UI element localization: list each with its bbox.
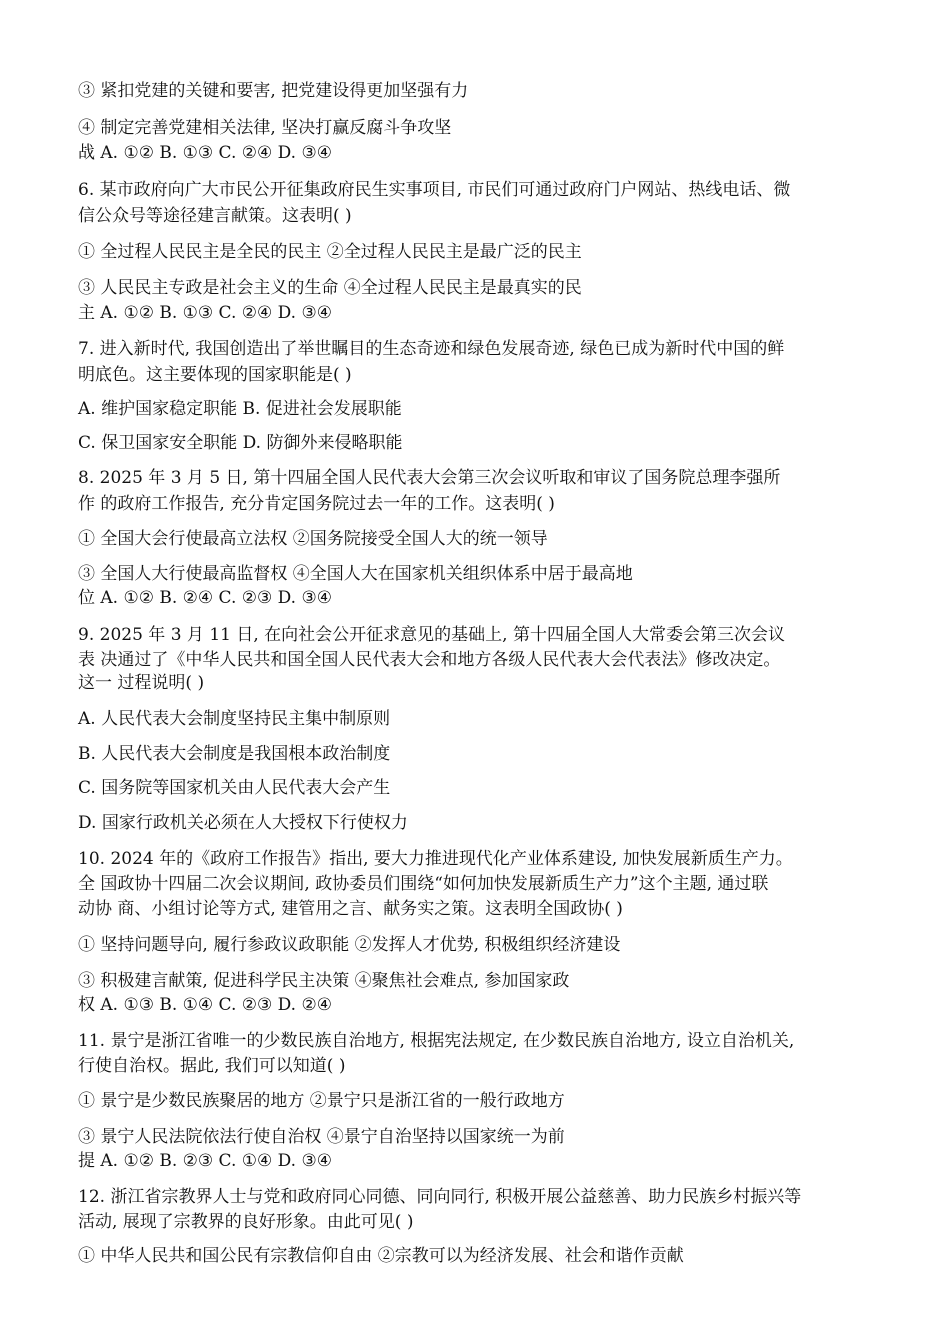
text-line: 10. 2024 年的《政府工作报告》指出, 要大力推进现代化产业体系建设, 加快发展新质生产力。 <box>78 849 793 869</box>
text-line: 全 国政协十四届二次会议期间, 政协委员们围绕“如何加快发展新质生产力”这个主题, 通过联 <box>78 874 769 894</box>
text-line: 信公众号等途径建言献策。这表明( ) <box>78 206 352 226</box>
text-line: ① 坚持问题导向, 履行参政议政职能 ②发挥人才优势, 积极组织经济建设 <box>78 935 621 955</box>
text-line: 主 A. ①② B. ①③ C. ②④ D. ③④ <box>78 303 332 323</box>
text-line: ① 全过程人民民主是全民的民主 ②全过程人民民主是最广泛的民主 <box>78 242 582 262</box>
text-line: ③ 紧扣党建的关键和要害, 把党建设得更加坚强有力 <box>78 81 469 101</box>
text-line: ③ 全国人大行使最高监督权 ④全国人大在国家机关组织体系中居于最高地 <box>78 564 633 584</box>
text-line: ① 全国大会行使最高立法权 ②国务院接受全国人大的统一领导 <box>78 529 548 549</box>
text-line: 12. 浙江省宗教界人士与党和政府同心同德、同向同行, 积极开展公益慈善、助力民族乡村振兴等 <box>78 1187 802 1207</box>
text-line: 位 A. ①② B. ②④ C. ②③ D. ③④ <box>78 588 332 608</box>
text-line: 7. 进入新时代, 我国创造出了举世瞩目的生态奇迹和绿色发展奇迹, 绿色已成为新时代中国的鲜 <box>78 339 785 359</box>
text-line: 权 A. ①③ B. ①④ C. ②③ D. ②④ <box>78 995 332 1015</box>
text-line: B. 人民代表大会制度是我国根本政治制度 <box>78 744 391 764</box>
text-line: 11. 景宁是浙江省唯一的少数民族自治地方, 根据宪法规定, 在少数民族自治地方, 设立自治机关, <box>78 1031 795 1051</box>
text-line: 表 决通过了《中华人民共和国全国人民代表大会和地方各级人民代表大会代表法》修改决定。 <box>78 650 781 670</box>
text-line: C. 国务院等国家机关由人民代表大会产生 <box>78 778 391 798</box>
text-line: ① 景宁是少数民族聚居的地方 ②景宁只是浙江省的一般行政地方 <box>78 1091 565 1111</box>
text-line: ④ 制定完善党建相关法律, 坚决打赢反腐斗争攻坚 <box>78 118 452 138</box>
text-line: D. 国家行政机关必须在人大授权下行使权力 <box>78 813 408 833</box>
text-line: 作 的政府工作报告, 充分肯定国务院过去一年的工作。这表明( ) <box>78 494 555 514</box>
text-line: A. 维护国家稳定职能 B. 促进社会发展职能 <box>78 399 402 419</box>
text-line: ③ 积极建言献策, 促进科学民主决策 ④聚焦社会难点, 参加国家政 <box>78 971 570 991</box>
text-line: 动协 商、小组讨论等方式, 建管用之言、献务实之策。这表明全国政协( ) <box>78 899 623 919</box>
text-line: 这一 过程说明( ) <box>78 673 205 693</box>
text-line: 活动, 展现了宗教界的良好形象。由此可见( ) <box>78 1212 414 1232</box>
text-line: C. 保卫国家安全职能 D. 防御外来侵略职能 <box>78 433 403 453</box>
text-line: 提 A. ①② B. ②③ C. ①④ D. ③④ <box>78 1151 332 1171</box>
text-line: ① 中华人民共和国公民有宗教信仰自由 ②宗教可以为经济发展、社会和谐作贡献 <box>78 1246 684 1266</box>
text-line: 战 A. ①② B. ①③ C. ②④ D. ③④ <box>78 143 332 163</box>
text-line: 行使自治权。据此, 我们可以知道( ) <box>78 1056 346 1076</box>
text-line: 9. 2025 年 3 月 11 日, 在向社会公开征求意见的基础上, 第十四届全国人大常委会第三次会议 <box>78 625 785 645</box>
text-line: A. 人民代表大会制度坚持民主集中制原则 <box>78 709 391 729</box>
text-line: ③ 景宁人民法院依法行使自治权 ④景宁自治坚持以国家统一为前 <box>78 1127 565 1147</box>
text-line: 6. 某市政府向广大市民公开征集政府民生实事项目, 市民们可通过政府门户网站、热线电话、微 <box>78 180 791 200</box>
text-line: 明底色。这主要体现的国家职能是( ) <box>78 365 352 385</box>
text-line: 8. 2025 年 3 月 5 日, 第十四届全国人民代表大会第三次会议听取和审议了国务院总理李强所 <box>78 468 781 488</box>
text-line: ③ 人民民主专政是社会主义的生命 ④全过程人民民主是最真实的民 <box>78 278 582 298</box>
